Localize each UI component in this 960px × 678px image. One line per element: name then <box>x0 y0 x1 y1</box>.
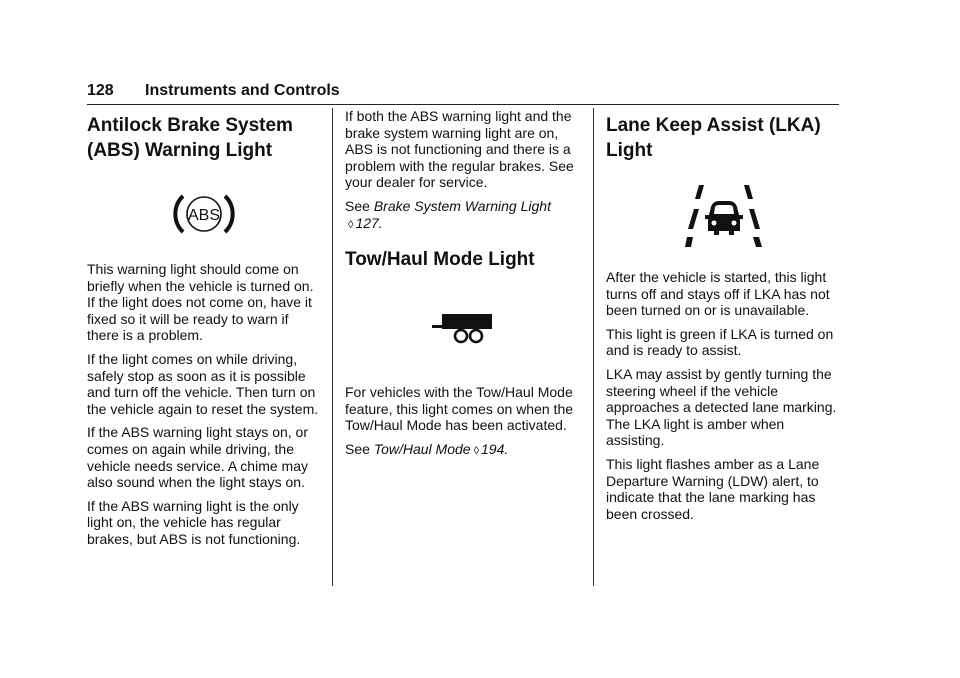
abs-paragraph: If the light comes on while driving, safely stop as soon as it is possible and turn off the vehicle. Then turn on the vehicle again to reset the system. <box>87 350 319 417</box>
abs-icon-label: ABS <box>187 207 221 224</box>
abs-heading: Antilock Brake System (ABS) Warning Light <box>87 115 293 161</box>
page-ref[interactable]: 194. <box>481 440 509 457</box>
page-ref-arrow-icon: ◊ <box>348 218 354 231</box>
page-ref-arrow-icon: ◊ <box>473 444 480 457</box>
brake-system-link[interactable]: Brake System Warning Light <box>373 197 551 214</box>
abs-paragraph: This warning light should come on briefly when the vehicle is turned on. If the light does not come on, have it fixed so it will be ready to warn if there is a problem. <box>87 261 314 344</box>
see-prefix: See <box>345 440 370 457</box>
column-divider <box>332 108 333 586</box>
page-ref[interactable]: 127. <box>355 214 383 231</box>
tow-heading: Tow/Haul Mode Light <box>345 249 535 271</box>
tow-see-reference <box>345 441 581 460</box>
column-left <box>87 108 321 555</box>
lka-heading: Lane Keep Assist (LKA) Light <box>606 115 821 161</box>
tow-haul-link[interactable]: Tow/Haul Mode <box>373 440 471 457</box>
lka-paragraph: This light is green if LKA is turned on and is ready to assist. <box>606 325 834 359</box>
column-right <box>606 108 842 529</box>
abs-see-reference <box>345 198 581 233</box>
lane-keep-assist-icon <box>606 185 842 249</box>
lka-paragraph: After the vehicle is started, this light turns off and stays off if LKA has not been turned on or is unavailable. <box>606 269 830 319</box>
abs-paragraph: If both the ABS warning light and the brake system warning light are on, ABS is not functioning and there is a problem with the regular brakes. See your dealer for service. <box>345 108 574 191</box>
see-prefix: See <box>345 197 370 214</box>
column-divider <box>593 108 594 586</box>
column-middle <box>345 108 581 467</box>
abs-paragraph: If the ABS warning light stays on, or comes on again while driving, the vehicle needs service. A chime may also sound when the light stays on. <box>87 424 309 491</box>
abs-warning-icon <box>87 189 321 239</box>
lka-paragraph: This light flashes amber as a Lane Departure Warning (LDW) alert, to indicate that the lane marking has been crossed. <box>606 455 820 522</box>
trailer-icon <box>345 312 581 344</box>
tow-paragraph: For vehicles with the Tow/Haul Mode feature, this light comes on when the Tow/Haul Mode has been activated. <box>345 384 574 434</box>
lka-paragraph: LKA may assist by gently turning the steering wheel if the vehicle approaches a detected lane marking. The LKA light is amber when assisting. <box>606 365 837 449</box>
page-header <box>87 82 839 105</box>
abs-paragraph: If the ABS warning light is the only light on, the vehicle has regular brakes, but ABS is not functioning. <box>87 497 301 547</box>
section-title: Instruments and Controls <box>145 82 340 99</box>
page-number: 128 <box>87 82 114 99</box>
